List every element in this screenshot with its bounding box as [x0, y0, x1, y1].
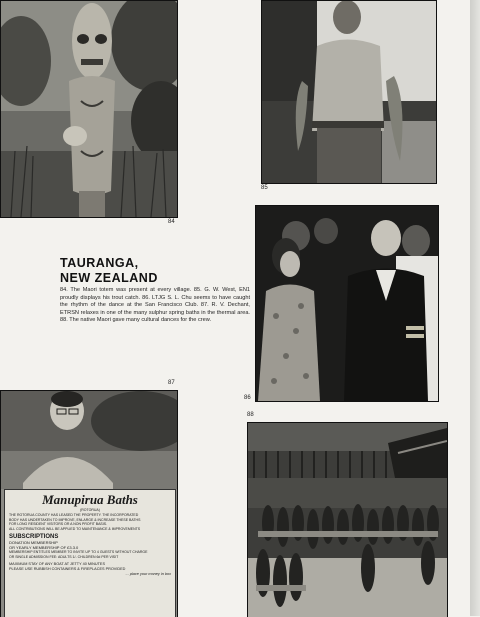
bath-sign-line-1: THE ROTORUA COUNTY HAS LEASED THE PROPERTY. THE INCORPORATED: [9, 513, 139, 517]
photo-trout-catch: [261, 0, 437, 184]
dance-illustration: [256, 206, 438, 401]
figure-number-87: 87: [168, 380, 175, 386]
photo-maori-totem: [0, 0, 178, 218]
photo-dance-club: [255, 205, 439, 402]
heading-line-1: TAURANGA,: [60, 256, 139, 270]
bath-sign-subtitle: (ROTORUA): [80, 508, 100, 512]
photo-sulphur-bath: [0, 390, 178, 617]
totem-illustration: [1, 1, 177, 217]
bath-sign-line-2: BODY HAS UNDERTAKEN TO IMPROVE, ENLARGE & INCREASE THESE BATHS: [9, 517, 141, 522]
heading-line-2: NEW ZEALAND: [60, 271, 158, 285]
bath-sign-subs-line-1: DONATION MEMBERSHIP: [9, 540, 58, 545]
bath-sign-subs-line-3: MEMBERSHIP ENTITLES MEMBER TO INVITE UP TO 4 GUESTS WITHOUT CHARGE: [9, 550, 148, 554]
bath-sign-line-3: FOR LONG RESIDENT VISITORS OR A NON PROFIT BASIS.: [9, 522, 108, 526]
bath-sign-bottom-line: ... place your money in box: [125, 572, 171, 576]
bath-sign-subs-line-2: OR YEARLY MEMBERSHIP OF £3.3.0: [9, 545, 79, 550]
bath-sign-line-4: ALL CONTRIBUTIONS WILL BE APPLIED TO MAINTENANCE & IMPROVEMENTS: [9, 526, 141, 531]
figure-number-85: 85: [261, 185, 268, 191]
photo-maori-dance: [247, 422, 448, 617]
bath-sign-stay-line: MAXIMUM STAY OF ANY BOAT AT JETTY 40 MINUTES: [9, 562, 105, 566]
bath-sign-rubbish-line: PLEASE USE RUBBISH CONTAINERS & FIREPLACES PROVIDED: [9, 567, 126, 571]
figure-number-84: 84: [168, 219, 175, 225]
maori-dance-illustration: [248, 423, 447, 617]
bath-sign: [4, 489, 176, 617]
bath-sign-subs-line-4: OR SINGLE ADMISSION FEE: ADULTS 1/- CHILDREN 6d PER VISIT: [9, 554, 119, 559]
trout-illustration: [262, 1, 436, 183]
page-edge: [470, 0, 480, 616]
figure-number-88: 88: [247, 412, 254, 418]
bath-sign-name: Manupirua Baths: [42, 492, 138, 507]
bath-sign-subscriptions-heading: SUBSCRIPTIONS: [9, 534, 59, 540]
section-heading: [60, 256, 250, 286]
figure-number-86: 86: [244, 395, 251, 401]
photo-captions: 84. The Maori totem was present at every village. 85. G. W. West, EN1 proudly displays his trout catch. 86. LTJG S. L. Chu seems to have caught the rhythm of the dance at the San Francisco Club. 87. R. V. Dechant, ETRSN relaxes in one of the many sulphur spring baths in the thermal area. 88. The native Maori gave many cultural dances for the crew.: [60, 287, 250, 323]
